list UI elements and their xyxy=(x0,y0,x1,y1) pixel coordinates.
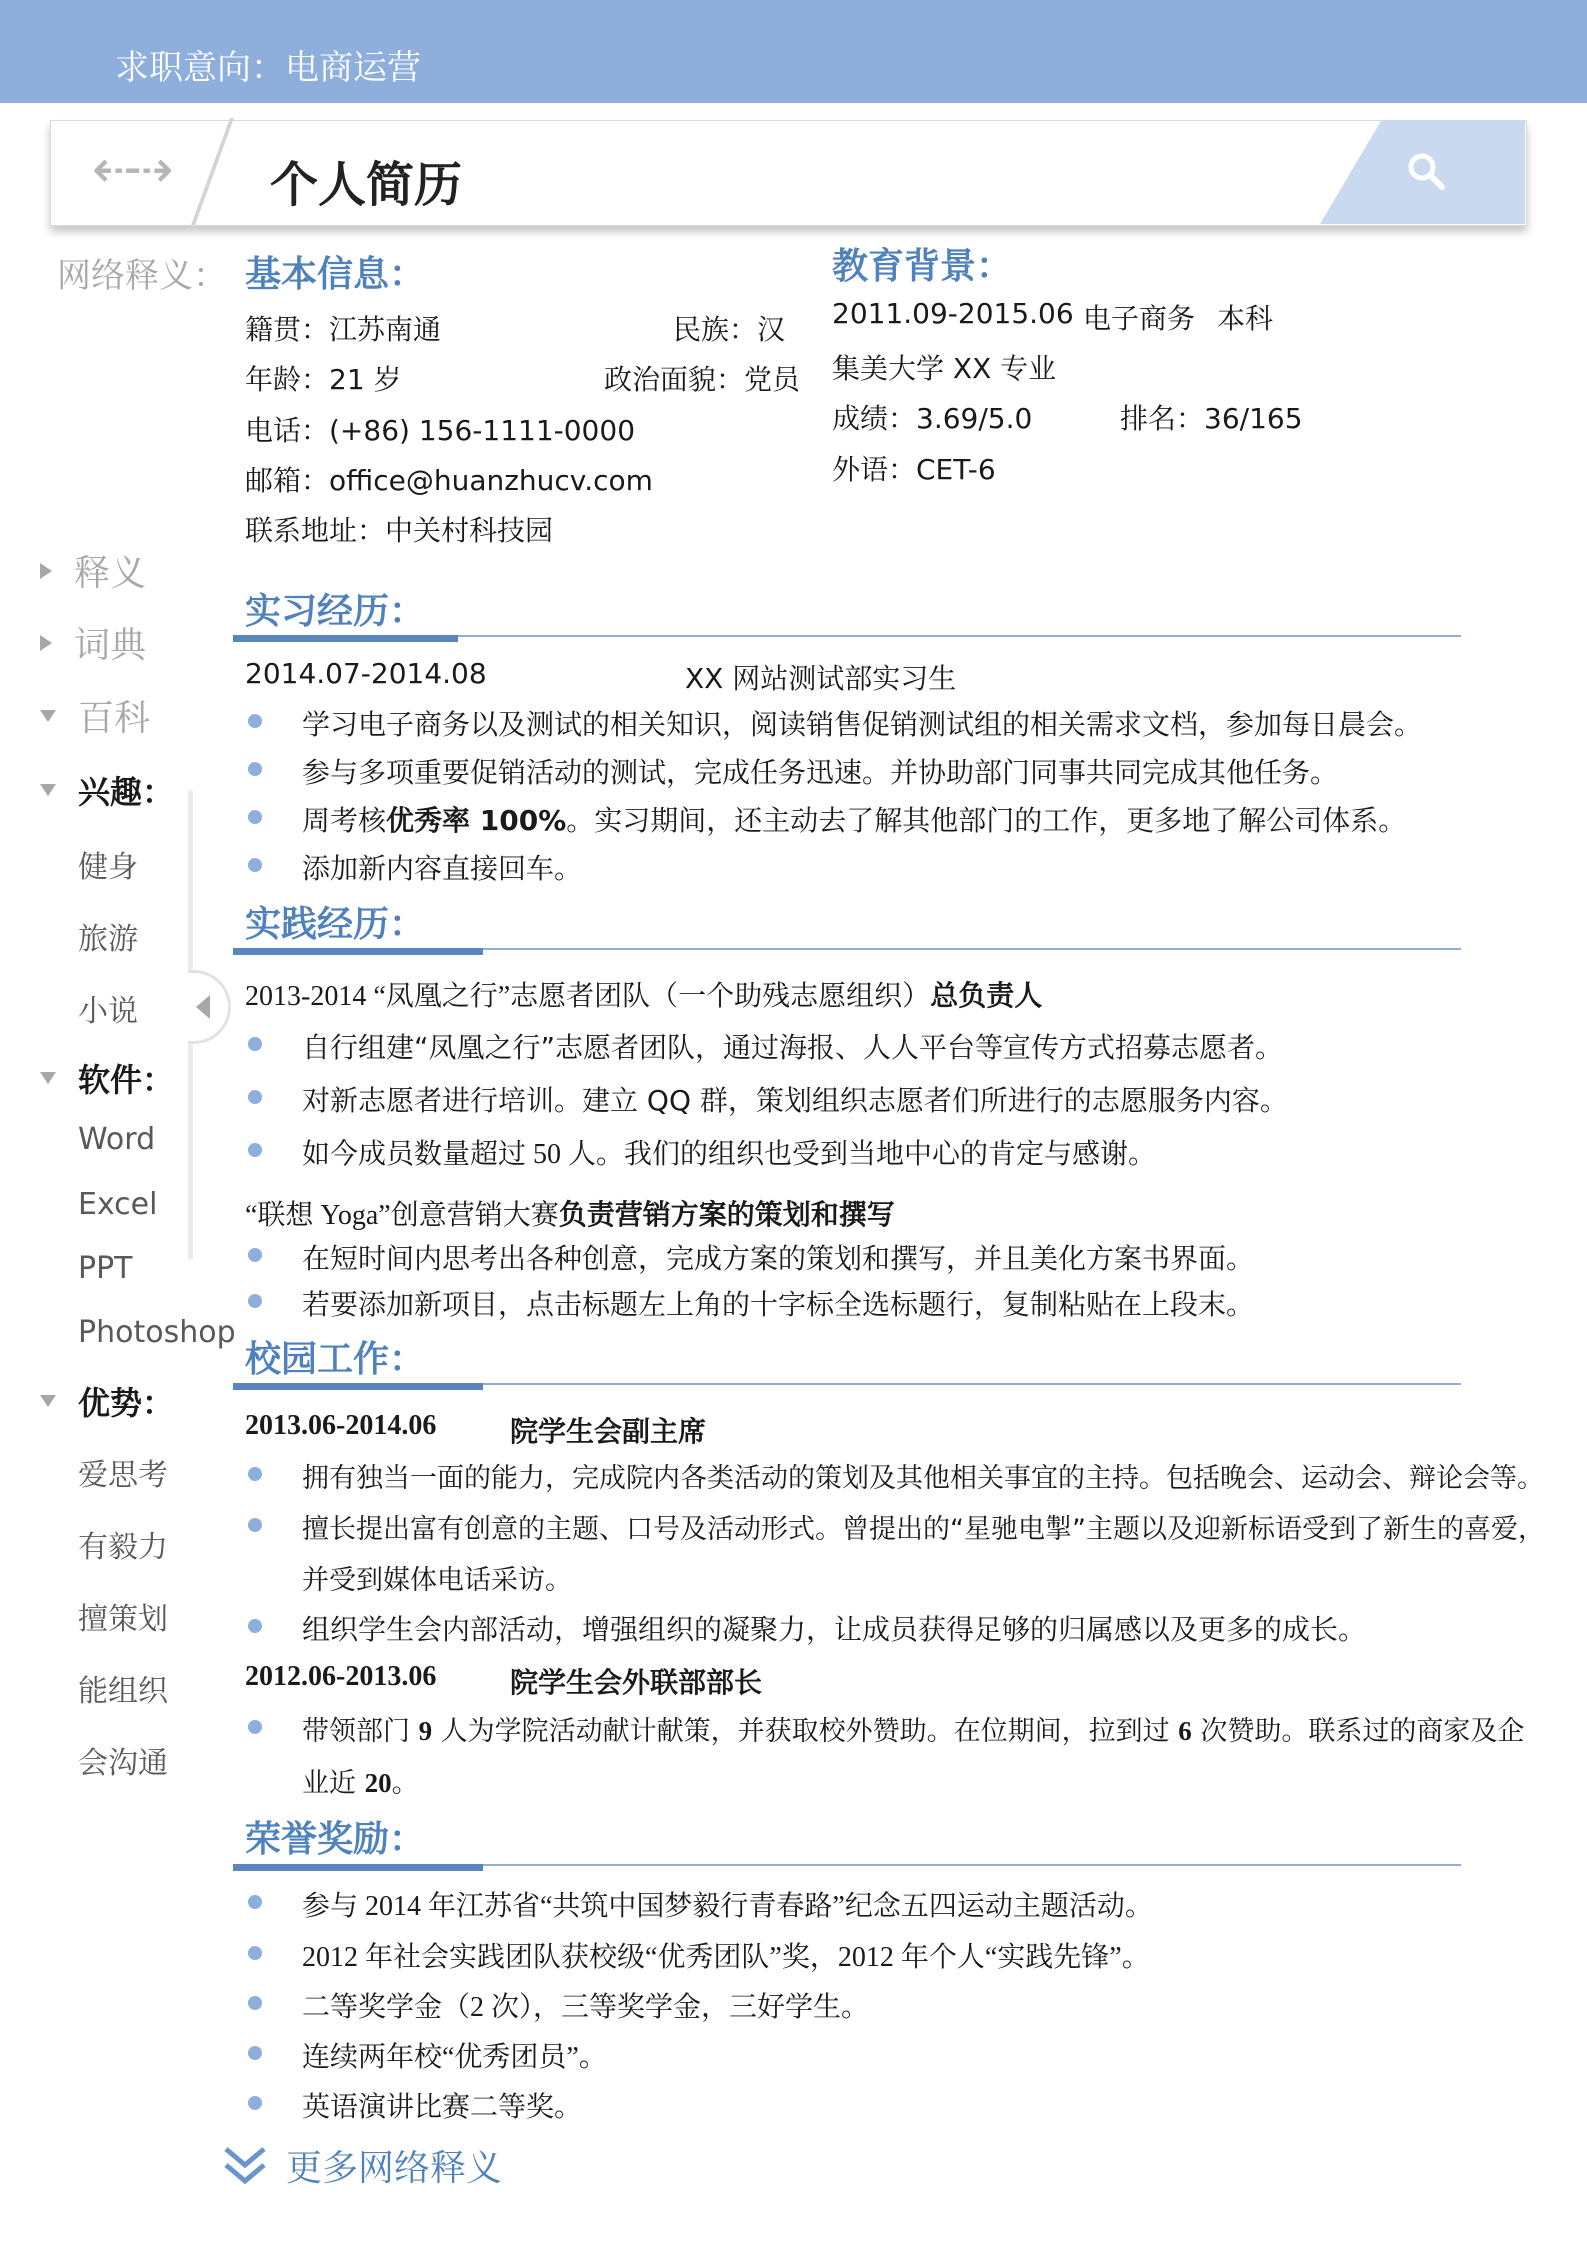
list-item: 2012 年社会实践团队获校级“优秀团队”奖，2012 年个人“实践先锋”。 xyxy=(302,1942,1150,1973)
email: 邮箱：office@huanzhucv.com xyxy=(245,464,653,497)
list-item: 连续两年校“优秀团员”。 xyxy=(302,2042,607,2073)
phone: 电话：(+86) 156-1111-0000 xyxy=(245,414,636,447)
sidebar-sub-item[interactable]: 旅游 xyxy=(78,922,138,957)
header-bar xyxy=(0,0,1587,103)
section-divider-accent xyxy=(233,948,483,955)
edu-gpa: 成绩：3.69/5.0 xyxy=(832,402,1033,435)
bullet-icon xyxy=(248,2046,262,2060)
bullet-icon xyxy=(248,810,262,824)
sidebar-category-strengths[interactable]: 优势： xyxy=(40,1378,174,1424)
internship-period: 2014.07-2014.08 xyxy=(245,657,487,690)
more-definitions-link[interactable]: 更多网络释义 xyxy=(222,2140,502,2191)
sidebar-item-shiyi[interactable]: 释义 xyxy=(40,545,146,596)
job-intention: 求职意向：电商运营 xyxy=(115,48,421,88)
sidebar-label: 网络释义： xyxy=(57,256,227,296)
section-divider-accent xyxy=(233,1864,483,1871)
bullet-icon xyxy=(248,1946,262,1960)
double-chevron-down-icon xyxy=(222,2143,268,2189)
list-item: 对新志愿者进行培训。建立 QQ 群，策划组织志愿者们所进行的志愿服务内容。 xyxy=(302,1084,1288,1117)
bullet-icon xyxy=(248,762,262,776)
bullet-icon xyxy=(248,714,262,728)
list-item: 参与多项重要促销活动的测试，完成任务迅速。并协助部门同事共同完成其他任务。 xyxy=(302,756,1339,789)
search-icon[interactable] xyxy=(1405,150,1447,192)
bullet-icon xyxy=(248,1090,262,1104)
address: 联系地址：中关村科技园 xyxy=(245,514,554,547)
practice-heading: “联想 Yoga”创意营销大赛负责营销方案的策划和撰写 xyxy=(245,1200,895,1231)
bullet-icon xyxy=(248,1518,262,1532)
list-item: 组织学生会内部活动，增强组织的凝聚力，让成员获得足够的归属感以及更多的成长。 xyxy=(302,1613,1367,1646)
bullet-icon xyxy=(248,858,262,872)
edu-major: 电子商务 xyxy=(1083,302,1196,335)
bullet-icon xyxy=(248,1720,262,1734)
list-item: 添加新内容直接回车。 xyxy=(302,852,583,885)
political-status: 政治面貌：党员 xyxy=(604,363,801,396)
sidebar-category-interests[interactable]: 兴趣： xyxy=(40,767,174,813)
list-item: 带领部门 9 人为学院活动献计献策，并获取校外赞助。在位期间，拉到过 6 次赞助。联系过的商家及企 xyxy=(302,1716,1525,1747)
campus-period: 2012.06-2013.06 xyxy=(245,1661,437,1692)
edu-language: 外语：CET-6 xyxy=(832,453,996,486)
sidebar-sub-item[interactable]: Excel xyxy=(78,1187,158,1222)
sidebar-sub-item[interactable]: 会沟通 xyxy=(78,1746,168,1781)
bullet-icon xyxy=(248,1467,262,1481)
campus-role: 院学生会外联部部长 xyxy=(510,1666,763,1699)
bullet-icon xyxy=(248,1037,262,1051)
hometown: 籍贯：江苏南通 xyxy=(245,313,442,346)
section-title-basic: 基本信息： xyxy=(245,254,426,295)
sidebar-sub-item[interactable]: 爱思考 xyxy=(78,1458,168,1493)
triangle-down-icon xyxy=(40,1072,56,1084)
back-forward-arrows-icon[interactable]: ⇠⇢ xyxy=(92,140,168,200)
list-item: 自行组建“凤凰之行”志愿者团队，通过海报、人人平台等宣传方式招募志愿者。 xyxy=(302,1031,1284,1064)
sidebar-sub-item[interactable]: Photoshop xyxy=(78,1315,236,1350)
edu-degree: 本科 xyxy=(1217,302,1274,335)
list-item-continued: 并受到媒体电话采访。 xyxy=(302,1565,572,1596)
triangle-down-icon xyxy=(40,710,56,722)
bullet-icon xyxy=(248,1619,262,1633)
collapse-sidebar-button[interactable] xyxy=(188,970,231,1044)
sidebar-item-baike[interactable]: 百科 xyxy=(40,690,150,741)
bullet-icon xyxy=(248,1294,262,1308)
section-title-internship: 实习经历： xyxy=(245,591,426,632)
sidebar-sub-item[interactable]: Word xyxy=(78,1122,156,1157)
edu-rank: 排名：36/165 xyxy=(1120,402,1303,435)
triangle-right-icon xyxy=(40,563,52,579)
edu-school: 集美大学 XX 专业 xyxy=(832,352,1057,385)
sidebar-sub-item[interactable]: 擅策划 xyxy=(78,1602,168,1637)
ethnicity: 民族：汉 xyxy=(673,313,786,346)
list-item: 在短时间内思考出各种创意，完成方案的策划和撰写，并且美化方案书界面。 xyxy=(302,1242,1255,1275)
sidebar-sub-item[interactable]: 有毅力 xyxy=(78,1530,168,1565)
bullet-icon xyxy=(248,1895,262,1909)
list-item: 擅长提出富有创意的主题、口号及活动形式。曾提出的“星驰电掣”主题以及迎新标语受到了新生的喜爱， xyxy=(302,1514,1545,1545)
campus-period: 2013.06-2014.06 xyxy=(245,1410,437,1441)
list-item: 学习电子商务以及测试的相关知识，阅读销售促销测试组的相关需求文档，参加每日晨会。 xyxy=(302,708,1423,741)
list-item: 英语演讲比赛二等奖。 xyxy=(302,2092,583,2123)
section-divider-accent xyxy=(233,1383,483,1390)
bullet-icon xyxy=(248,1143,262,1157)
list-item: 周考核优秀率 100%。实习期间，还主动去了解其他部门的工作，更多地了解公司体系。 xyxy=(302,804,1407,837)
section-title-honors: 荣誉奖励： xyxy=(245,1819,426,1860)
section-divider-accent xyxy=(233,635,458,642)
sidebar-item-cidian[interactable]: 词典 xyxy=(40,617,146,668)
internship-role: XX 网站测试部实习生 xyxy=(685,662,957,695)
list-item: 拥有独当一面的能力，完成院内各类活动的策划及其他相关事宜的主持。包括晚会、运动会、辩论会等。 xyxy=(302,1463,1544,1494)
sidebar-category-software[interactable]: 软件： xyxy=(40,1055,174,1101)
list-item: 二等奖学金（2 次），三等奖学金，三好学生。 xyxy=(302,1992,870,2023)
sidebar-sub-item[interactable]: 健身 xyxy=(78,850,138,885)
page-title: 个人简历 xyxy=(270,157,463,213)
sidebar-sub-item[interactable]: PPT xyxy=(78,1251,133,1286)
edu-period: 2011.09-2015.06 xyxy=(832,297,1074,330)
bullet-icon xyxy=(248,2096,262,2110)
list-item: 若要添加新项目，点击标题左上角的十字标全选标题行，复制粘贴在上段末。 xyxy=(302,1288,1255,1321)
sidebar-sub-item[interactable]: 小说 xyxy=(78,994,138,1029)
list-item: 如今成员数量超过 50 人。我们的组织也受到当地中心的肯定与感谢。 xyxy=(302,1139,1157,1170)
practice-heading: 2013-2014 “凤凰之行”志愿者团队（一个助残志愿组织）总负责人 xyxy=(245,981,1043,1012)
section-title-campus: 校园工作： xyxy=(245,1339,426,1380)
age: 年龄：21 岁 xyxy=(245,363,402,396)
section-title-education: 教育背景： xyxy=(832,246,1013,287)
bullet-icon xyxy=(248,1248,262,1262)
list-item: 参与 2014 年江苏省“共筑中国梦毅行青春路”纪念五四运动主题活动。 xyxy=(302,1891,1153,1922)
campus-role: 院学生会副主席 xyxy=(510,1415,707,1448)
section-title-practice: 实践经历： xyxy=(245,904,426,945)
bullet-icon xyxy=(248,1996,262,2010)
triangle-down-icon xyxy=(40,1395,56,1407)
collapse-left-icon xyxy=(196,995,210,1019)
triangle-down-icon xyxy=(40,784,56,796)
list-item-continued: 业近 20。 xyxy=(302,1768,419,1799)
sidebar-sub-item[interactable]: 能组织 xyxy=(78,1674,168,1709)
triangle-right-icon xyxy=(40,635,52,651)
